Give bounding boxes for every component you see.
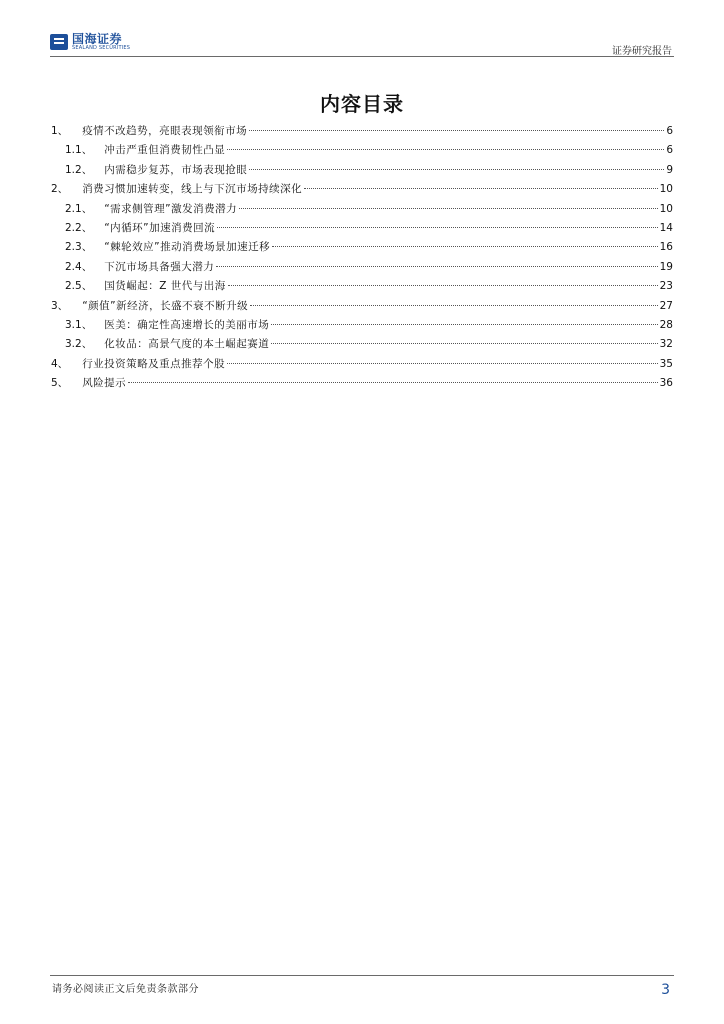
footer-divider — [50, 975, 674, 976]
toc-entry-number: 2.3、 — [65, 241, 93, 254]
toc-dot-leader — [304, 188, 657, 189]
toc-entry-page: 36 — [659, 377, 673, 390]
report-type-label: 证券研究报告 — [612, 46, 672, 57]
toc-entry[interactable] — [51, 162, 673, 181]
toc-entry-title: “需求侧管理”激发消费潜力 — [104, 202, 238, 215]
toc-dot-leader — [227, 149, 664, 150]
toc-entry[interactable] — [51, 259, 673, 278]
toc-entry-number: 2.5、 — [65, 280, 93, 293]
toc-dot-leader — [217, 227, 658, 228]
toc-entry[interactable] — [51, 356, 673, 375]
toc-dot-leader — [271, 324, 657, 325]
toc-entry[interactable] — [51, 123, 673, 142]
toc-entry-number: 2.4、 — [65, 260, 93, 273]
toc-dot-leader — [128, 382, 657, 383]
toc-entry-page: 14 — [659, 221, 673, 234]
toc-entry-page: 35 — [659, 357, 673, 370]
page-number: 3 — [661, 982, 670, 998]
logo-emblem-icon — [50, 34, 68, 50]
toc-entry-title: 风险提示 — [82, 377, 127, 390]
toc-entry[interactable] — [51, 298, 673, 317]
toc-dot-leader — [249, 130, 664, 131]
page-title: 内容目录 — [320, 92, 404, 116]
toc-entry-title: 消费习惯加速转变，线上与下沉市场持续深化 — [82, 183, 303, 196]
toc-entry-page: 6 — [666, 125, 673, 137]
toc-dot-leader — [239, 208, 658, 209]
toc-entry[interactable] — [51, 336, 673, 355]
logo-english-name: SEALAND SECURITIES — [72, 45, 131, 51]
toc-entry-number: 1、 — [51, 125, 69, 137]
toc-dot-leader — [272, 246, 658, 247]
toc-dot-leader — [227, 363, 657, 364]
toc-entry-page: 10 — [659, 183, 673, 196]
toc-dot-leader — [271, 343, 657, 344]
company-logo — [50, 33, 130, 51]
toc-entry-title: 医美：确定性高速增长的美丽市场 — [104, 318, 270, 331]
logo-chinese-name: 国海证券 — [72, 32, 123, 46]
page-header — [0, 0, 724, 60]
toc-dot-leader — [250, 305, 658, 306]
toc-entry-page: 10 — [659, 202, 673, 215]
toc-dot-leader — [228, 285, 658, 286]
toc-entry[interactable] — [51, 317, 673, 336]
toc-entry-number: 3、 — [51, 299, 69, 312]
toc-entry-page: 16 — [659, 241, 673, 254]
toc-entry[interactable] — [51, 220, 673, 239]
toc-entry-number: 2、 — [51, 183, 69, 196]
toc-entry-title: “颜值”新经济，长盛不衰不断升级 — [82, 299, 249, 312]
toc-entry[interactable] — [51, 181, 673, 200]
toc-entry-title: 下沉市场具备强大潜力 — [104, 260, 215, 273]
logo-text — [72, 33, 130, 51]
toc-entry-title: 冲击严重但消费韧性凸显 — [104, 144, 226, 157]
toc-entry-title: “内循环”加速消费回流 — [104, 221, 216, 234]
toc-entry-page: 27 — [659, 299, 673, 312]
toc-entry[interactable] — [51, 142, 673, 161]
footer-disclaimer: 请务必阅读正文后免责条款部分 — [52, 984, 199, 995]
toc-entry-title: 国货崛起：Z 世代与出海 — [104, 280, 226, 293]
toc-entry-number: 4、 — [51, 357, 69, 370]
toc-entry-number: 2.2、 — [65, 221, 93, 234]
toc-entry-number: 3.1、 — [65, 318, 93, 331]
toc-entry-page: 23 — [659, 280, 673, 293]
toc-entry-page: 28 — [659, 318, 673, 331]
toc-entry-number: 1.2、 — [65, 163, 93, 176]
toc-entry-title: 化妆品：高景气度的本土崛起赛道 — [104, 338, 270, 351]
toc-entry[interactable] — [51, 201, 673, 220]
toc-entry-title: “棘轮效应”推动消费场景加速迁移 — [104, 241, 271, 254]
toc-entry-page: 19 — [659, 260, 673, 273]
toc-entry[interactable] — [51, 278, 673, 297]
toc-dot-leader — [249, 169, 664, 170]
header-divider — [50, 56, 674, 57]
toc-entry-page: 9 — [666, 163, 673, 176]
toc-entry-page: 32 — [659, 338, 673, 351]
toc-entry-page: 6 — [666, 144, 673, 157]
toc-entry[interactable] — [51, 239, 673, 258]
toc-entry-number: 5、 — [51, 377, 69, 390]
toc-entry-title: 内需稳步复苏，市场表现抢眼 — [104, 163, 248, 176]
toc-entry[interactable] — [51, 375, 673, 394]
toc-entry-title: 行业投资策略及重点推荐个股 — [82, 357, 226, 370]
toc-entry-number: 1.1、 — [65, 144, 93, 157]
toc-entry-number: 2.1、 — [65, 202, 93, 215]
toc-dot-leader — [216, 266, 657, 267]
table-of-contents — [51, 123, 673, 394]
toc-entry-number: 3.2、 — [65, 338, 93, 351]
toc-entry-title: 疫情不改趋势，亮眼表现领衔市场 — [82, 125, 248, 137]
